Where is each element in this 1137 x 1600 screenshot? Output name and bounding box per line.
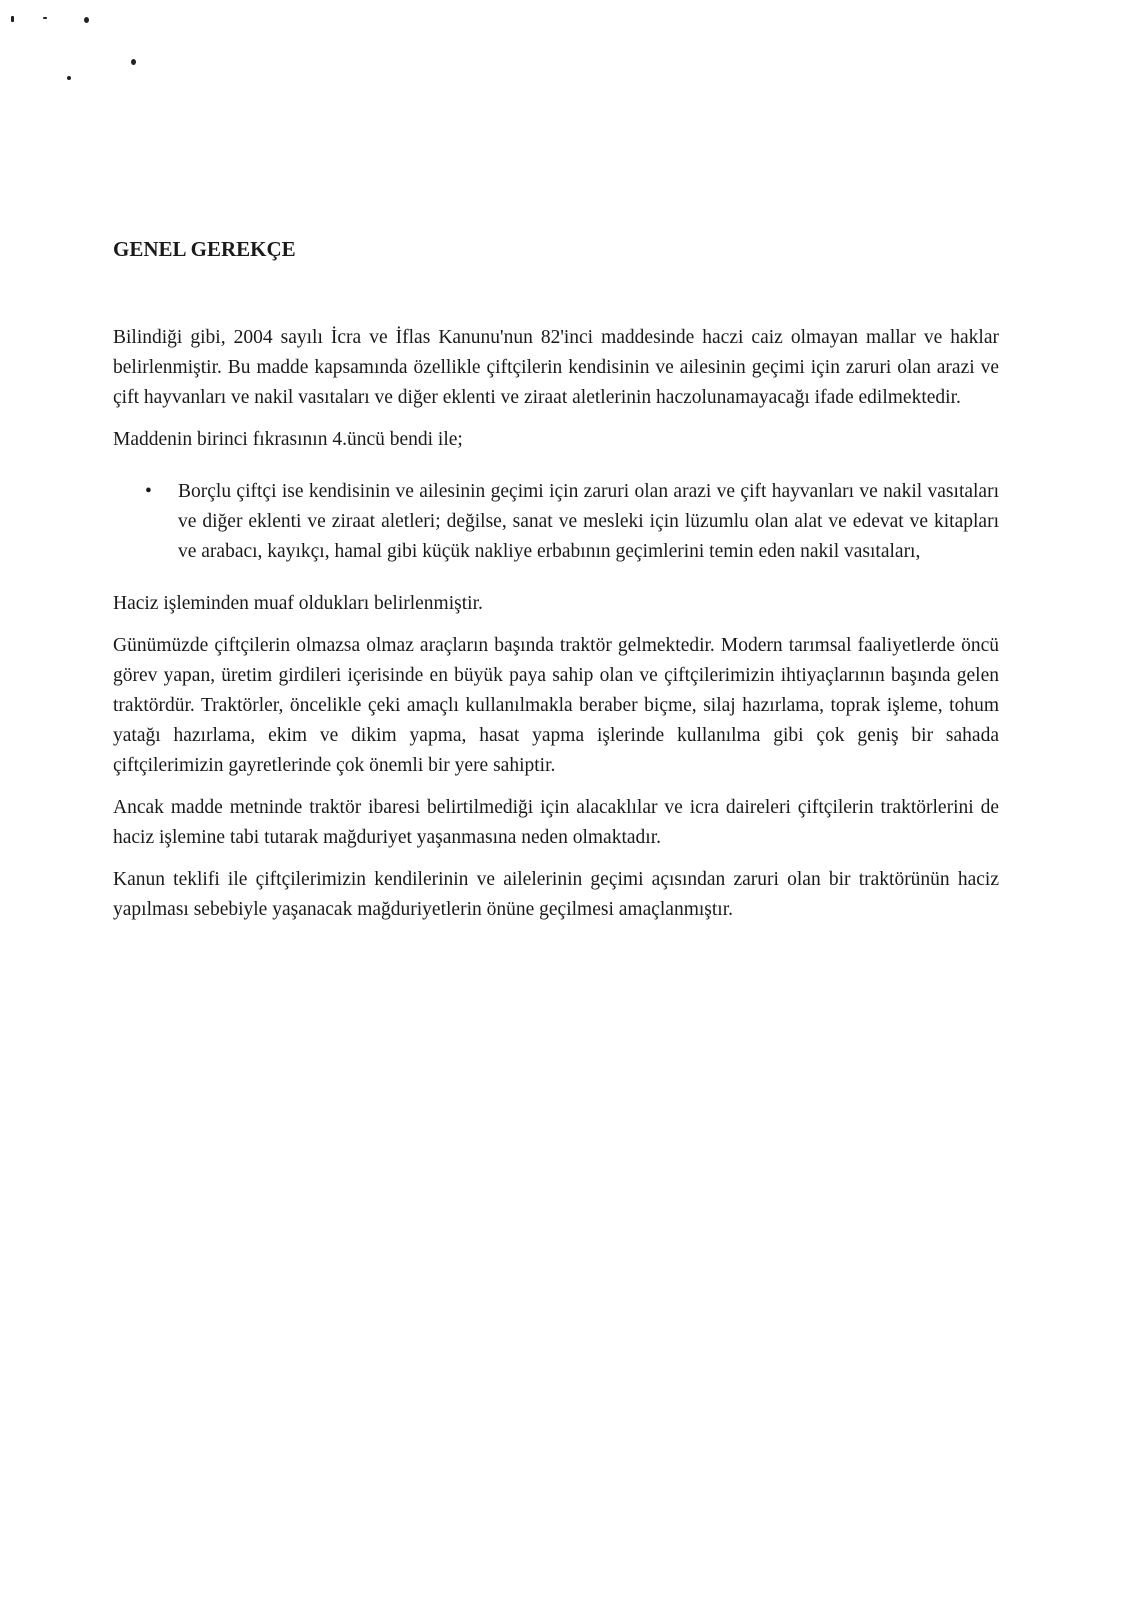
bullet-icon: • xyxy=(145,481,152,502)
scan-speck xyxy=(67,76,71,80)
scan-speck xyxy=(11,16,14,22)
list-item xyxy=(145,477,999,567)
paragraph: Kanun teklifi ile çiftçilerimizin kendilerinin ve ailelerinin geçimi açısından zaruri olan bir traktörünün haciz yapılması sebebiyle yaşanacak mağduriyetlerin önüne geçilmesi amaçlanmıştır. xyxy=(113,869,999,920)
scan-speck xyxy=(131,59,136,65)
scan-speck xyxy=(43,17,47,19)
bullet-list xyxy=(113,477,999,567)
scan-speck xyxy=(84,17,89,23)
paragraph: Bilindiği gibi, 2004 sayılı İcra ve İflas Kanunu'nun 82'inci maddesinde haczi caiz olmayan mallar ve haklar belirlenmiştir. Bu madde kapsamında özellikle çiftçilerin kendisinin ve ailesinin geçimi için zaruri olan arazi ve çift hayvanları ve nakil vasıtaları ve diğer eklenti ve ziraat aletlerinin haczolunamayacağı ifade edilmektedir. xyxy=(113,327,999,408)
paragraph: Günümüzde çiftçilerin olmazsa olmaz araçların başında traktör gelmektedir. Modern tarımsal faaliyetlerde öncü görev yapan, üretim girdileri içerisinde en büyük paya sahip olan ve çiftçilerimizin ihtiyaçlarının başında gelen traktördür. Traktörler, öncelikle çeki amaçlı kullanılmakla beraber biçme, silaj hazırlama, toprak işleme, tohum yatağı hazırlama, ekim ve dikim yapma, hasat yapma işlerinde kullanılma gibi çok geniş bir sahada çiftçilerimizin gayretlerinde çok önemli bir yere sahiptir. xyxy=(113,635,999,776)
paragraph: Maddenin birinci fıkrasının 4.üncü bendi ile; xyxy=(113,429,463,450)
list-item-text: Borçlu çiftçi ise kendisinin ve ailesinin geçimi için zaruri olan arazi ve çift hayvanları ve nakil vasıtaları ve diğer eklenti ve ziraat aletleri; değilse, sanat ve mesleki için lüzumlu olan alat ve edevat ve kitapları ve arabacı, kayıkçı, hamal gibi küçük nakliye erbabının geçimlerini temin eden nakil vasıtaları, xyxy=(178,481,999,562)
document-body xyxy=(113,235,999,937)
paragraph: Ancak madde metninde traktör ibaresi belirtilmediği için alacaklılar ve icra daireleri çiftçilerin traktörlerini de haciz işlemine tabi tutarak mağduriyet yaşanmasına neden olmaktadır. xyxy=(113,797,999,848)
document-heading: GENEL GEREKÇE xyxy=(113,237,296,261)
paragraph: Haciz işleminden muaf oldukları belirlenmiştir. xyxy=(113,593,483,614)
